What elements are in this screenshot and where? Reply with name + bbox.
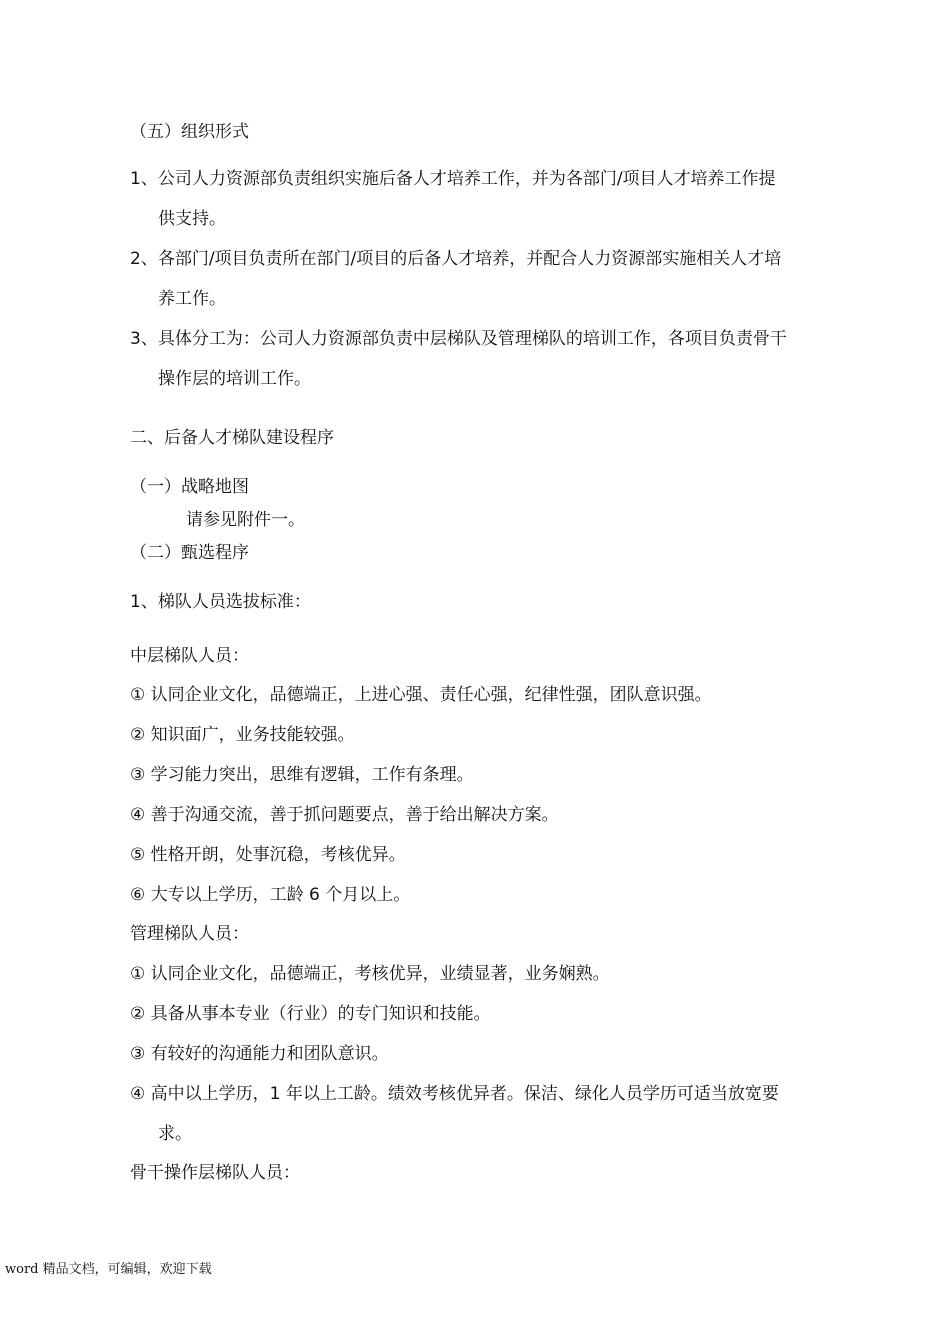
management-tier-item-3: ③ 有较好的沟通能力和团队意识。 xyxy=(130,1044,389,1064)
management-tier-item-4-line-2: 求。 xyxy=(158,1124,192,1144)
management-tier-item-2: ② 具备从事本专业（行业）的专门知识和技能。 xyxy=(130,1004,491,1024)
middle-tier-item-1: ① 认同企业文化，品德端正，上进心强、责任心强，纪律性强，团队意识强。 xyxy=(130,685,712,705)
item-3-line-1: 3、具体分工为：公司人力资源部负责中层梯队及管理梯队的培训工作，各项目负责骨干 xyxy=(130,329,787,349)
backbone-tier-heading: 骨干操作层梯队人员： xyxy=(130,1163,300,1183)
item-2-line-1: 2、各部门/项目负责所在部门/项目的后备人才培养，并配合人力资源部实施相关人才培 xyxy=(130,249,782,269)
section-5-heading: （五）组织形式 xyxy=(130,122,249,142)
middle-tier-item-6: ⑥ 大专以上学历，工龄 6 个月以上。 xyxy=(130,885,411,905)
management-tier-heading: 管理梯队人员： xyxy=(130,924,249,944)
subsection-1-heading: （一）战略地图 xyxy=(130,477,249,497)
middle-tier-item-2: ② 知识面广，业务技能较强。 xyxy=(130,725,355,745)
management-tier-item-1: ① 认同企业文化，品德端正，考核优异，业绩显著，业务娴熟。 xyxy=(130,964,610,984)
middle-tier-item-3: ③ 学习能力突出，思维有逻辑，工作有条理。 xyxy=(130,765,474,785)
item-1-line-1: 1、公司人力资源部负责组织实施后备人才培养工作，并为各部门/项目人才培养工作提 xyxy=(130,169,776,189)
subsection-2-heading: （二）甄选程序 xyxy=(130,543,249,563)
item-2-line-2: 养工作。 xyxy=(158,289,226,309)
chapter-2-heading: 二、后备人才梯队建设程序 xyxy=(130,428,334,448)
item-3-line-2: 操作层的培训工作。 xyxy=(158,369,311,389)
footer-note: word 精品文档，可编辑，欢迎下载 xyxy=(5,1262,212,1277)
management-tier-item-4: ④ 高中以上学历，1 年以上工龄。绩效考核优异者。保洁、绿化人员学历可适当放宽要 xyxy=(130,1084,779,1104)
item-1-line-2: 供支持。 xyxy=(158,209,226,229)
middle-tier-heading: 中层梯队人员： xyxy=(130,646,249,666)
middle-tier-item-4: ④ 善于沟通交流，善于抓问题要点，善于给出解决方案。 xyxy=(130,805,559,825)
subsection-1-body: 请参见附件一。 xyxy=(186,510,305,530)
criteria-heading: 1、梯队人员选拔标准： xyxy=(130,592,311,612)
middle-tier-item-5: ⑤ 性格开朗，处事沉稳，考核优异。 xyxy=(130,845,406,865)
